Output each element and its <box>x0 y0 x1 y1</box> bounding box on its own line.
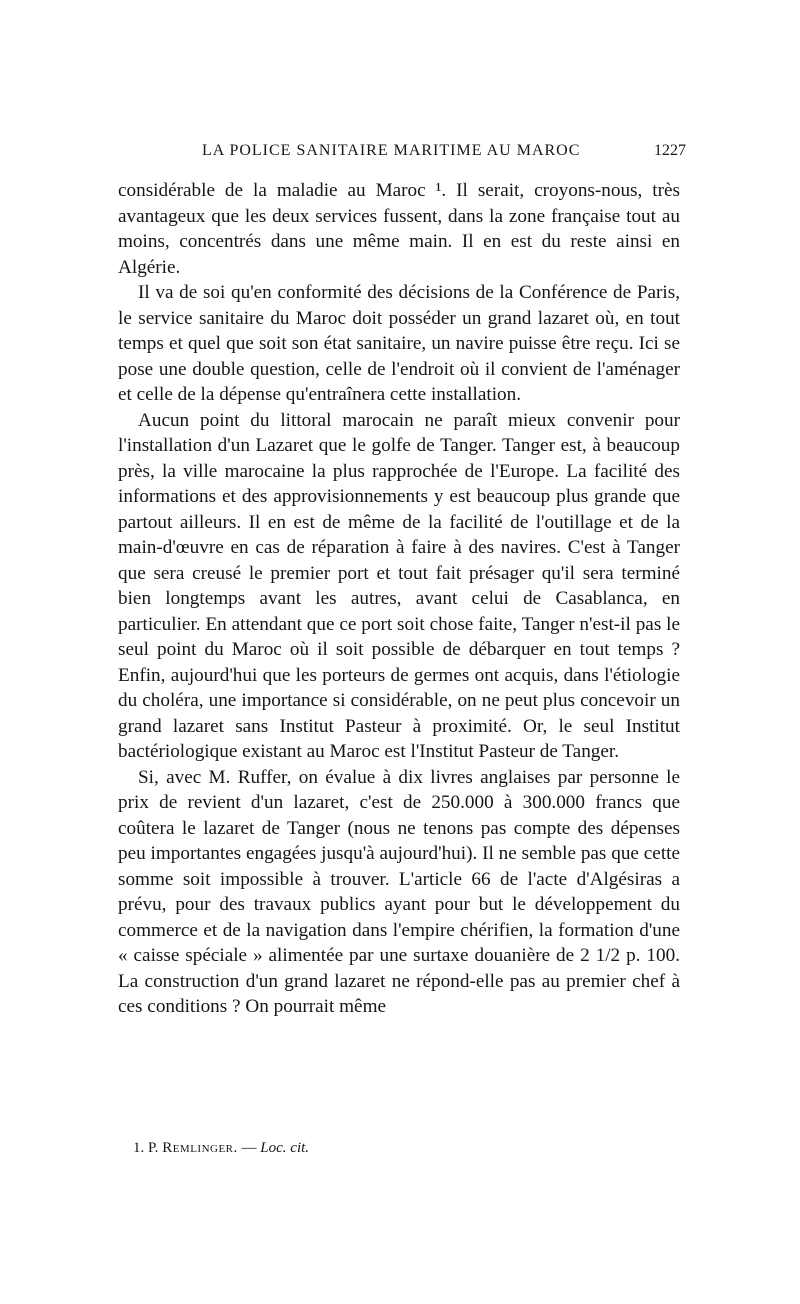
paragraph: Il va de soi qu'en conformité des décisions de la Conférence de Paris, le service sanitaire du Maroc doit posséder un grand lazaret où, en tout temps et quel que soit son état sanitaire, un navire puisse être reçu. Ici se pose une double question, celle de l'endroit où il convient de l'aménager et celle de la dépense qu'entraînera cette installation. <box>118 282 680 405</box>
footnote-marker: 1. P. <box>133 1140 159 1156</box>
running-title: LA POLICE SANITAIRE MARITIME AU MAROC <box>202 142 581 159</box>
footnote-citation: Loc. cit. <box>260 1140 310 1156</box>
footnote-author: Remlinger. <box>162 1140 238 1156</box>
running-header <box>118 142 686 166</box>
body-text <box>118 178 680 1020</box>
paragraph: Si, avec M. Ruffer, on évalue à dix livres anglaises par personne le prix de revient d'un lazaret, c'est de 250.000 à 300.000 francs que coûtera le lazaret de Tanger (nous ne tenons pas compte des dépenses peu importantes engagées jusqu'à aujourd'hui). Il ne semble pas que cette somme soit impossible à trouver. L'article 66 de l'acte d'Algésiras a prévu, pour des travaux publics ayant pour but le développement du commerce et de la navigation dans l'empire chérifien, la formation d'une « caisse spéciale » alimentée par une surtaxe douanière de 2 1/2 p. 100. La construction d'un grand lazaret ne répond-elle pas au premier chef à ces conditions ? On pourrait même <box>118 766 680 1017</box>
paragraph-continued: considérable de la maladie au Maroc ¹. Il serait, croyons-nous, très avantageux que les deux services fussent, dans la zone française tout au moins, concentrés dans une même main. Il en est du reste ainsi en Algérie. <box>118 180 680 278</box>
paragraph: Aucun point du littoral marocain ne paraît mieux convenir pour l'installation d'un Lazaret que le golfe de Tanger. Tanger est, à beaucoup près, la ville marocaine la plus rapprochée de l'Europe. La facilité des informations et des approvisionnements y est beaucoup plus grande que partout ailleurs. Il en est de même de la facilité de l'outillage et de la main-d'œuvre en cas de réparation à faire à des navires. C'est à Tanger que sera creusé le premier port et tout fait présager qu'il sera terminé bien longtemps avant les autres, avant celui de Casablanca, en particulier. En attendant que ce port soit chose faite, Tanger n'est-il pas le seul point du Maroc où il soit possible de débarquer en tout temps ? Enfin, aujourd'hui que les porteurs de germes ont acquis, dans l'étiologie du choléra, une importance si considérable, on ne peut plus concevoir un grand lazaret sans Institut Pasteur à proximité. Or, le seul Institut bactériologique existant au Maroc est l'Institut Pasteur de Tanger. <box>118 409 680 762</box>
page-number: 1227 <box>654 142 686 159</box>
footnote-dash: — <box>241 1140 257 1156</box>
footnote <box>133 1140 309 1157</box>
